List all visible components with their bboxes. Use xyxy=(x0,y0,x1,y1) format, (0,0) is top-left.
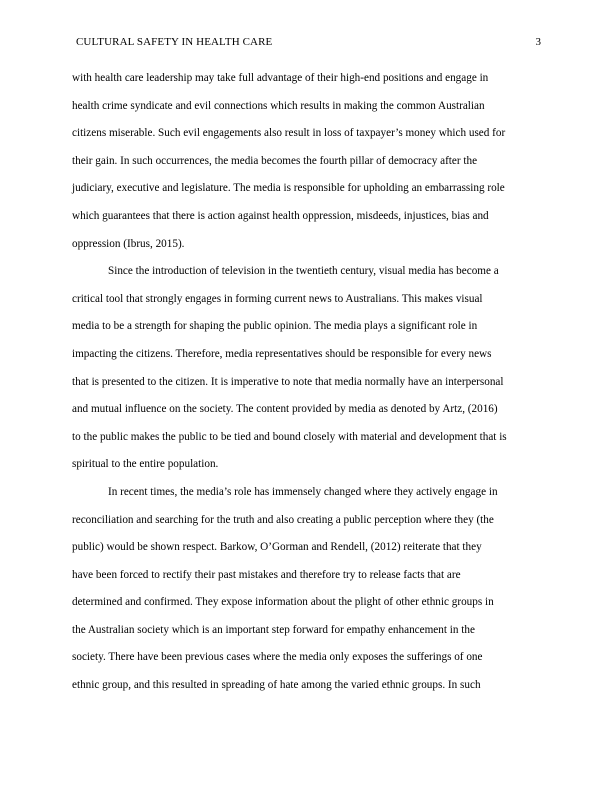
body-text xyxy=(72,65,542,700)
text-line: health crime syndicate and evil connections which results in making the common Australian xyxy=(72,99,485,112)
text-line: reconciliation and searching for the truth and also creating a public perception where they (the xyxy=(72,513,494,526)
text-line: citizens miserable. Such evil engagements also result in loss of taxpayer’s money which used for xyxy=(72,127,506,140)
page-number: 3 xyxy=(535,36,541,48)
text-line: Since the introduction of television in the twentieth century, visual media has become a xyxy=(108,265,499,278)
running-head: CULTURAL SAFETY IN HEALTH CARE xyxy=(76,36,273,48)
text-line: impacting the citizens. Therefore, media representatives should be responsible for every news xyxy=(72,347,492,360)
text-line: to the public makes the public to be tied and bound closely with material and development that is xyxy=(72,430,507,443)
text-line: ethnic group, and this resulted in spreading of hate among the varied ethnic groups. In such xyxy=(72,679,481,692)
paragraph-2 xyxy=(72,258,542,479)
text-line: critical tool that strongly engages in forming current news to Australians. This makes visual xyxy=(72,292,483,305)
paragraph-1 xyxy=(72,65,542,258)
text-line: with health care leadership may take full advantage of their high-end positions and engage in xyxy=(72,72,489,84)
text-line: determined and confirmed. They expose information about the plight of other ethnic groups in xyxy=(72,596,494,609)
text-line: public) would be shown respect. Barkow, O’Gorman and Rendell, (2012) reiterate that they xyxy=(72,541,482,554)
text-line: which guarantees that there is action against health oppression, misdeeds, injustices, bias and xyxy=(72,209,489,222)
text-line: and mutual influence on the society. The content provided by media as denoted by Artz, (2016) xyxy=(72,403,498,416)
text-line: spiritual to the entire population. xyxy=(72,458,219,471)
text-line: that is presented to the citizen. It is imperative to note that media normally have an interpersonal xyxy=(72,375,504,388)
text-line: media to be a strength for shaping the public opinion. The media plays a significant role in xyxy=(72,320,478,333)
text-line: society. There have been previous cases where the media only exposes the sufferings of one xyxy=(72,651,483,664)
text-line: oppression (Ibrus, 2015). xyxy=(72,237,185,250)
paragraph-3 xyxy=(72,479,542,700)
text-line: their gain. In such occurrences, the media becomes the fourth pillar of democracy after the xyxy=(72,154,478,167)
text-line: the Australian society which is an important step forward for empathy enhancement in the xyxy=(72,623,475,636)
text-line: In recent times, the media’s role has immensely changed where they actively engage in xyxy=(108,485,498,498)
text-line: judiciary, executive and legislature. The media is responsible for upholding an embarrassing role xyxy=(72,182,505,195)
text-line: have been forced to rectify their past mistakes and therefore try to release facts that are xyxy=(72,568,461,581)
